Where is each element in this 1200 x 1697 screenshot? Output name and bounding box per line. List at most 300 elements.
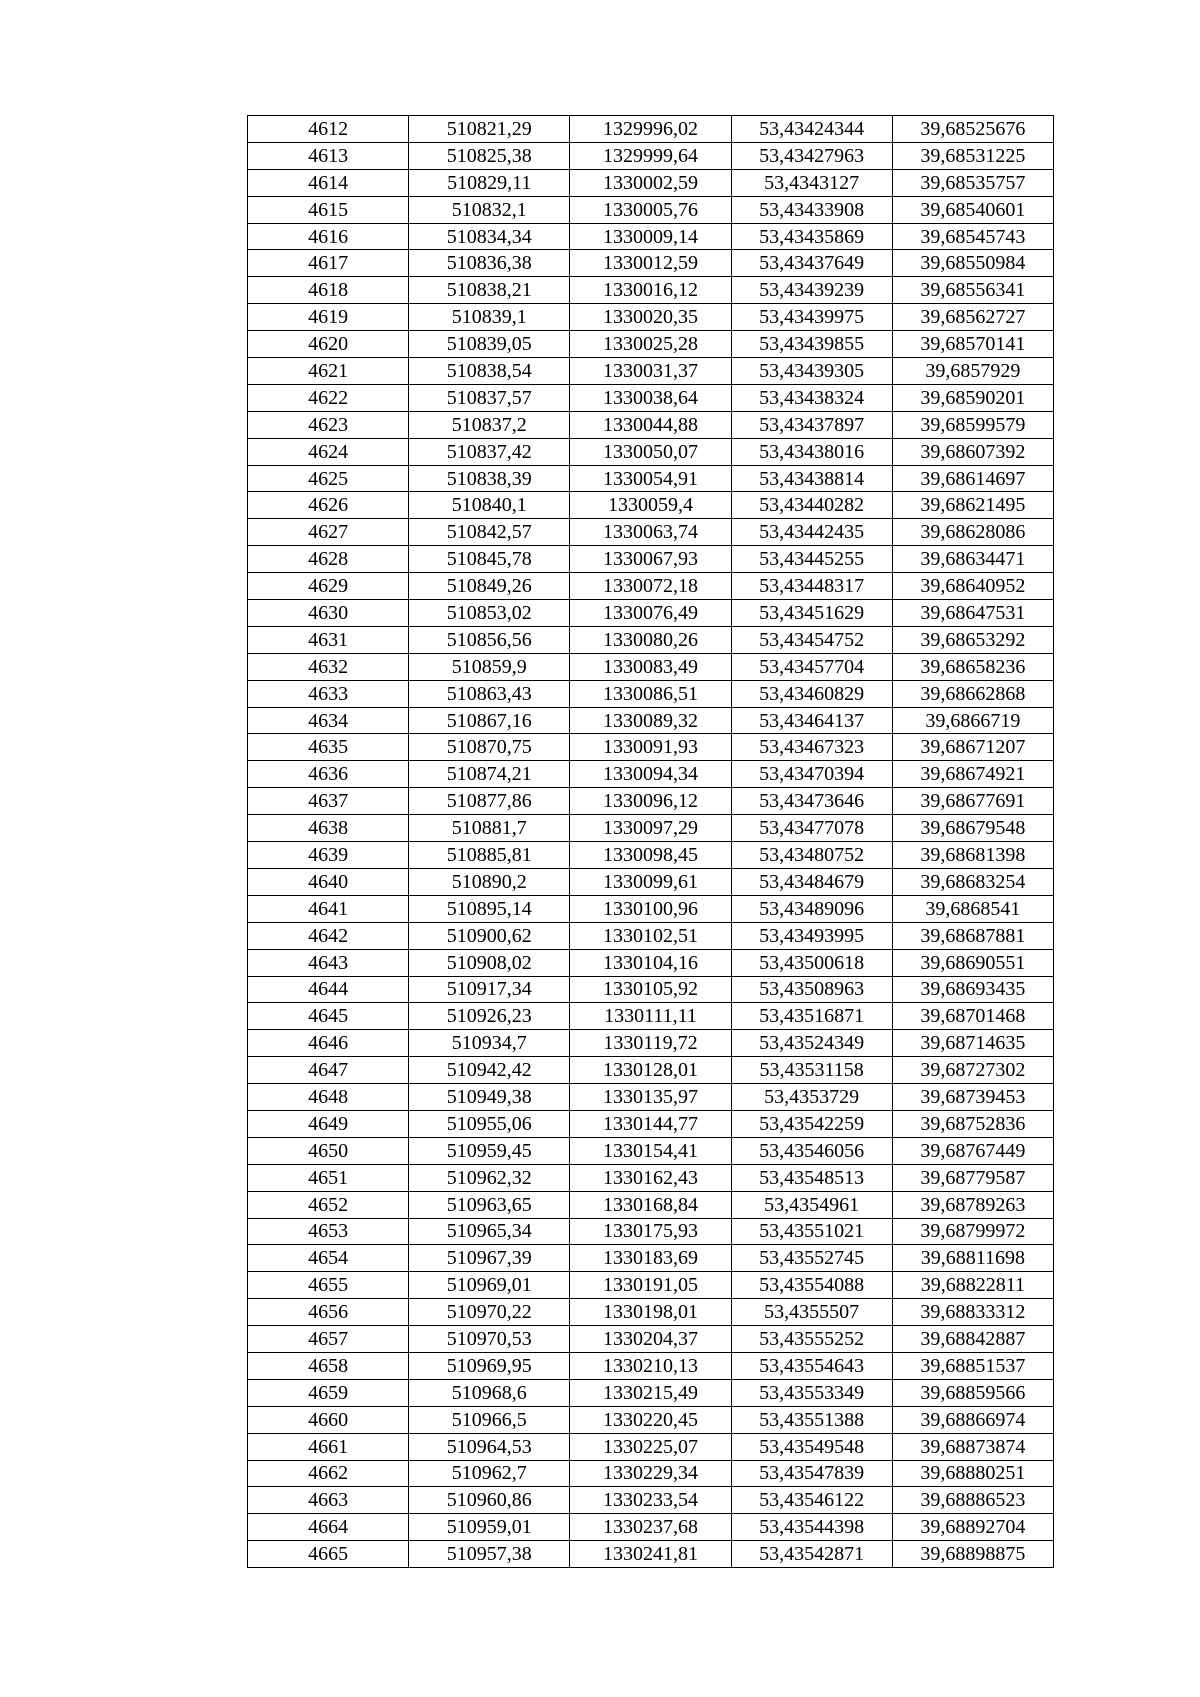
- y-coordinate-cell: 1330009,14: [570, 223, 731, 250]
- latitude-cell: 53,43484679: [731, 868, 892, 895]
- table-row: [248, 680, 1054, 707]
- point-number-cell: 4653: [248, 1218, 409, 1245]
- point-number-cell: 4620: [248, 331, 409, 358]
- x-coordinate-cell: 510867,16: [409, 707, 570, 734]
- table-row: [248, 519, 1054, 546]
- table-row: [248, 438, 1054, 465]
- coordinates-table: [247, 115, 1054, 1568]
- y-coordinate-cell: 1330111,11: [570, 1003, 731, 1030]
- y-coordinate-cell: 1330086,51: [570, 680, 731, 707]
- longitude-cell: 39,68550984: [892, 250, 1053, 277]
- y-coordinate-cell: 1330198,01: [570, 1299, 731, 1326]
- point-number-cell: 4621: [248, 358, 409, 385]
- point-number-cell: 4639: [248, 842, 409, 869]
- y-coordinate-cell: 1330005,76: [570, 196, 731, 223]
- longitude-cell: 39,68653292: [892, 626, 1053, 653]
- x-coordinate-cell: 510970,22: [409, 1299, 570, 1326]
- longitude-cell: 39,68614697: [892, 465, 1053, 492]
- longitude-cell: 39,68779587: [892, 1164, 1053, 1191]
- x-coordinate-cell: 510960,86: [409, 1487, 570, 1514]
- point-number-cell: 4617: [248, 250, 409, 277]
- longitude-cell: 39,68752836: [892, 1110, 1053, 1137]
- point-number-cell: 4659: [248, 1379, 409, 1406]
- table-row: [248, 788, 1054, 815]
- y-coordinate-cell: 1330119,72: [570, 1030, 731, 1057]
- x-coordinate-cell: 510885,81: [409, 842, 570, 869]
- x-coordinate-cell: 510966,5: [409, 1406, 570, 1433]
- x-coordinate-cell: 510908,02: [409, 949, 570, 976]
- y-coordinate-cell: 1330102,51: [570, 922, 731, 949]
- latitude-cell: 53,43516871: [731, 1003, 892, 1030]
- table-row: [248, 1245, 1054, 1272]
- latitude-cell: 53,43427963: [731, 142, 892, 169]
- table-row: [248, 358, 1054, 385]
- x-coordinate-cell: 510934,7: [409, 1030, 570, 1057]
- table-row: [248, 842, 1054, 869]
- table-row: [248, 223, 1054, 250]
- longitude-cell: 39,68674921: [892, 761, 1053, 788]
- longitude-cell: 39,6868541: [892, 895, 1053, 922]
- x-coordinate-cell: 510836,38: [409, 250, 570, 277]
- x-coordinate-cell: 510881,7: [409, 815, 570, 842]
- x-coordinate-cell: 510959,01: [409, 1514, 570, 1541]
- y-coordinate-cell: 1330099,61: [570, 868, 731, 895]
- longitude-cell: 39,68531225: [892, 142, 1053, 169]
- y-coordinate-cell: 1329996,02: [570, 116, 731, 143]
- longitude-cell: 39,68634471: [892, 546, 1053, 573]
- latitude-cell: 53,43500618: [731, 949, 892, 976]
- longitude-cell: 39,68556341: [892, 277, 1053, 304]
- table-row: [248, 492, 1054, 519]
- table-row: [248, 142, 1054, 169]
- y-coordinate-cell: 1330012,59: [570, 250, 731, 277]
- latitude-cell: 53,43493995: [731, 922, 892, 949]
- coordinates-table-body: [248, 116, 1054, 1568]
- y-coordinate-cell: 1330105,92: [570, 976, 731, 1003]
- latitude-cell: 53,43439975: [731, 304, 892, 331]
- point-number-cell: 4627: [248, 519, 409, 546]
- latitude-cell: 53,4343127: [731, 169, 892, 196]
- x-coordinate-cell: 510955,06: [409, 1110, 570, 1137]
- point-number-cell: 4642: [248, 922, 409, 949]
- longitude-cell: 39,68525676: [892, 116, 1053, 143]
- y-coordinate-cell: 1330229,34: [570, 1460, 731, 1487]
- latitude-cell: 53,43439855: [731, 331, 892, 358]
- point-number-cell: 4650: [248, 1137, 409, 1164]
- y-coordinate-cell: 1330162,43: [570, 1164, 731, 1191]
- x-coordinate-cell: 510845,78: [409, 546, 570, 573]
- y-coordinate-cell: 1330183,69: [570, 1245, 731, 1272]
- latitude-cell: 53,43489096: [731, 895, 892, 922]
- table-row: [248, 734, 1054, 761]
- y-coordinate-cell: 1330038,64: [570, 384, 731, 411]
- latitude-cell: 53,43437649: [731, 250, 892, 277]
- point-number-cell: 4622: [248, 384, 409, 411]
- table-row: [248, 1084, 1054, 1111]
- point-number-cell: 4629: [248, 573, 409, 600]
- latitude-cell: 53,43551388: [731, 1406, 892, 1433]
- longitude-cell: 39,68662868: [892, 680, 1053, 707]
- longitude-cell: 39,68859566: [892, 1379, 1053, 1406]
- x-coordinate-cell: 510969,95: [409, 1352, 570, 1379]
- longitude-cell: 39,68683254: [892, 868, 1053, 895]
- y-coordinate-cell: 1330100,96: [570, 895, 731, 922]
- table-row: [248, 976, 1054, 1003]
- latitude-cell: 53,43531158: [731, 1057, 892, 1084]
- y-coordinate-cell: 1330059,4: [570, 492, 731, 519]
- latitude-cell: 53,43442435: [731, 519, 892, 546]
- longitude-cell: 39,68789263: [892, 1191, 1053, 1218]
- y-coordinate-cell: 1330241,81: [570, 1541, 731, 1568]
- latitude-cell: 53,43438324: [731, 384, 892, 411]
- table-row: [248, 1326, 1054, 1353]
- table-row: [248, 1460, 1054, 1487]
- table-row: [248, 922, 1054, 949]
- point-number-cell: 4626: [248, 492, 409, 519]
- y-coordinate-cell: 1330080,26: [570, 626, 731, 653]
- x-coordinate-cell: 510917,34: [409, 976, 570, 1003]
- x-coordinate-cell: 510962,32: [409, 1164, 570, 1191]
- latitude-cell: 53,43440282: [731, 492, 892, 519]
- y-coordinate-cell: 1330191,05: [570, 1272, 731, 1299]
- point-number-cell: 4638: [248, 815, 409, 842]
- x-coordinate-cell: 510890,2: [409, 868, 570, 895]
- longitude-cell: 39,68690551: [892, 949, 1053, 976]
- latitude-cell: 53,43548513: [731, 1164, 892, 1191]
- point-number-cell: 4633: [248, 680, 409, 707]
- longitude-cell: 39,68842887: [892, 1326, 1053, 1353]
- point-number-cell: 4664: [248, 1514, 409, 1541]
- table-row: [248, 895, 1054, 922]
- latitude-cell: 53,43555252: [731, 1326, 892, 1353]
- latitude-cell: 53,43424344: [731, 116, 892, 143]
- point-number-cell: 4613: [248, 142, 409, 169]
- y-coordinate-cell: 1330128,01: [570, 1057, 731, 1084]
- y-coordinate-cell: 1330144,77: [570, 1110, 731, 1137]
- y-coordinate-cell: 1330094,34: [570, 761, 731, 788]
- y-coordinate-cell: 1329999,64: [570, 142, 731, 169]
- point-number-cell: 4632: [248, 653, 409, 680]
- point-number-cell: 4635: [248, 734, 409, 761]
- latitude-cell: 53,4353729: [731, 1084, 892, 1111]
- longitude-cell: 39,68873874: [892, 1433, 1053, 1460]
- table-row: [248, 1003, 1054, 1030]
- latitude-cell: 53,43454752: [731, 626, 892, 653]
- point-number-cell: 4640: [248, 868, 409, 895]
- point-number-cell: 4654: [248, 1245, 409, 1272]
- latitude-cell: 53,43480752: [731, 842, 892, 869]
- latitude-cell: 53,43554088: [731, 1272, 892, 1299]
- point-number-cell: 4652: [248, 1191, 409, 1218]
- latitude-cell: 53,43477078: [731, 815, 892, 842]
- point-number-cell: 4660: [248, 1406, 409, 1433]
- longitude-cell: 39,68545743: [892, 223, 1053, 250]
- point-number-cell: 4661: [248, 1433, 409, 1460]
- latitude-cell: 53,43524349: [731, 1030, 892, 1057]
- y-coordinate-cell: 1330076,49: [570, 600, 731, 627]
- latitude-cell: 53,43551021: [731, 1218, 892, 1245]
- longitude-cell: 39,68866974: [892, 1406, 1053, 1433]
- x-coordinate-cell: 510837,57: [409, 384, 570, 411]
- y-coordinate-cell: 1330025,28: [570, 331, 731, 358]
- y-coordinate-cell: 1330016,12: [570, 277, 731, 304]
- table-row: [248, 1352, 1054, 1379]
- x-coordinate-cell: 510964,53: [409, 1433, 570, 1460]
- latitude-cell: 53,43553349: [731, 1379, 892, 1406]
- point-number-cell: 4651: [248, 1164, 409, 1191]
- longitude-cell: 39,68677691: [892, 788, 1053, 815]
- y-coordinate-cell: 1330096,12: [570, 788, 731, 815]
- latitude-cell: 53,43460829: [731, 680, 892, 707]
- point-number-cell: 4649: [248, 1110, 409, 1137]
- x-coordinate-cell: 510895,14: [409, 895, 570, 922]
- table-row: [248, 1218, 1054, 1245]
- latitude-cell: 53,43554643: [731, 1352, 892, 1379]
- longitude-cell: 39,68647531: [892, 600, 1053, 627]
- longitude-cell: 39,68833312: [892, 1299, 1053, 1326]
- x-coordinate-cell: 510838,39: [409, 465, 570, 492]
- longitude-cell: 39,68739453: [892, 1084, 1053, 1111]
- latitude-cell: 53,43508963: [731, 976, 892, 1003]
- latitude-cell: 53,43470394: [731, 761, 892, 788]
- y-coordinate-cell: 1330072,18: [570, 573, 731, 600]
- longitude-cell: 39,6866719: [892, 707, 1053, 734]
- longitude-cell: 39,68681398: [892, 842, 1053, 869]
- y-coordinate-cell: 1330215,49: [570, 1379, 731, 1406]
- y-coordinate-cell: 1330083,49: [570, 653, 731, 680]
- latitude-cell: 53,43552745: [731, 1245, 892, 1272]
- x-coordinate-cell: 510963,65: [409, 1191, 570, 1218]
- x-coordinate-cell: 510837,2: [409, 411, 570, 438]
- table-row: [248, 196, 1054, 223]
- x-coordinate-cell: 510877,86: [409, 788, 570, 815]
- latitude-cell: 53,43542871: [731, 1541, 892, 1568]
- table-row: [248, 1030, 1054, 1057]
- point-number-cell: 4625: [248, 465, 409, 492]
- y-coordinate-cell: 1330135,97: [570, 1084, 731, 1111]
- longitude-cell: 39,6857929: [892, 358, 1053, 385]
- point-number-cell: 4612: [248, 116, 409, 143]
- x-coordinate-cell: 510870,75: [409, 734, 570, 761]
- point-number-cell: 4641: [248, 895, 409, 922]
- point-number-cell: 4644: [248, 976, 409, 1003]
- longitude-cell: 39,68628086: [892, 519, 1053, 546]
- y-coordinate-cell: 1330237,68: [570, 1514, 731, 1541]
- y-coordinate-cell: 1330098,45: [570, 842, 731, 869]
- longitude-cell: 39,68562727: [892, 304, 1053, 331]
- point-number-cell: 4643: [248, 949, 409, 976]
- table-row: [248, 169, 1054, 196]
- x-coordinate-cell: 510957,38: [409, 1541, 570, 1568]
- latitude-cell: 53,43437897: [731, 411, 892, 438]
- latitude-cell: 53,43473646: [731, 788, 892, 815]
- y-coordinate-cell: 1330002,59: [570, 169, 731, 196]
- table-row: [248, 1487, 1054, 1514]
- longitude-cell: 39,68851537: [892, 1352, 1053, 1379]
- table-row: [248, 1164, 1054, 1191]
- y-coordinate-cell: 1330044,88: [570, 411, 731, 438]
- x-coordinate-cell: 510838,54: [409, 358, 570, 385]
- y-coordinate-cell: 1330154,41: [570, 1137, 731, 1164]
- table-row: [248, 1137, 1054, 1164]
- point-number-cell: 4634: [248, 707, 409, 734]
- longitude-cell: 39,68590201: [892, 384, 1053, 411]
- point-number-cell: 4637: [248, 788, 409, 815]
- longitude-cell: 39,68822811: [892, 1272, 1053, 1299]
- longitude-cell: 39,68640952: [892, 573, 1053, 600]
- x-coordinate-cell: 510970,53: [409, 1326, 570, 1353]
- table-row: [248, 465, 1054, 492]
- x-coordinate-cell: 510856,56: [409, 626, 570, 653]
- table-row: [248, 546, 1054, 573]
- table-row: [248, 868, 1054, 895]
- y-coordinate-cell: 1330104,16: [570, 949, 731, 976]
- longitude-cell: 39,68671207: [892, 734, 1053, 761]
- point-number-cell: 4631: [248, 626, 409, 653]
- point-number-cell: 4645: [248, 1003, 409, 1030]
- y-coordinate-cell: 1330168,84: [570, 1191, 731, 1218]
- y-coordinate-cell: 1330050,07: [570, 438, 731, 465]
- x-coordinate-cell: 510874,21: [409, 761, 570, 788]
- latitude-cell: 53,43546122: [731, 1487, 892, 1514]
- x-coordinate-cell: 510849,26: [409, 573, 570, 600]
- table-row: [248, 1272, 1054, 1299]
- latitude-cell: 53,4355507: [731, 1299, 892, 1326]
- longitude-cell: 39,68886523: [892, 1487, 1053, 1514]
- longitude-cell: 39,68714635: [892, 1030, 1053, 1057]
- x-coordinate-cell: 510949,38: [409, 1084, 570, 1111]
- longitude-cell: 39,68658236: [892, 653, 1053, 680]
- point-number-cell: 4624: [248, 438, 409, 465]
- x-coordinate-cell: 510968,6: [409, 1379, 570, 1406]
- latitude-cell: 53,43439305: [731, 358, 892, 385]
- longitude-cell: 39,68679548: [892, 815, 1053, 842]
- x-coordinate-cell: 510967,39: [409, 1245, 570, 1272]
- x-coordinate-cell: 510839,1: [409, 304, 570, 331]
- y-coordinate-cell: 1330220,45: [570, 1406, 731, 1433]
- x-coordinate-cell: 510965,34: [409, 1218, 570, 1245]
- table-row: [248, 116, 1054, 143]
- latitude-cell: 53,43435869: [731, 223, 892, 250]
- x-coordinate-cell: 510825,38: [409, 142, 570, 169]
- table-row: [248, 949, 1054, 976]
- table-row: [248, 304, 1054, 331]
- x-coordinate-cell: 510859,9: [409, 653, 570, 680]
- table-row: [248, 1110, 1054, 1137]
- table-row: [248, 411, 1054, 438]
- longitude-cell: 39,68701468: [892, 1003, 1053, 1030]
- point-number-cell: 4648: [248, 1084, 409, 1111]
- table-row: [248, 277, 1054, 304]
- x-coordinate-cell: 510959,45: [409, 1137, 570, 1164]
- x-coordinate-cell: 510962,7: [409, 1460, 570, 1487]
- table-row: [248, 1191, 1054, 1218]
- latitude-cell: 53,43445255: [731, 546, 892, 573]
- y-coordinate-cell: 1330031,37: [570, 358, 731, 385]
- x-coordinate-cell: 510838,21: [409, 277, 570, 304]
- latitude-cell: 53,43448317: [731, 573, 892, 600]
- y-coordinate-cell: 1330097,29: [570, 815, 731, 842]
- longitude-cell: 39,68727302: [892, 1057, 1053, 1084]
- table-row: [248, 1299, 1054, 1326]
- x-coordinate-cell: 510853,02: [409, 600, 570, 627]
- point-number-cell: 4618: [248, 277, 409, 304]
- point-number-cell: 4636: [248, 761, 409, 788]
- point-number-cell: 4657: [248, 1326, 409, 1353]
- x-coordinate-cell: 510839,05: [409, 331, 570, 358]
- x-coordinate-cell: 510942,42: [409, 1057, 570, 1084]
- latitude-cell: 53,43439239: [731, 277, 892, 304]
- longitude-cell: 39,68621495: [892, 492, 1053, 519]
- point-number-cell: 4619: [248, 304, 409, 331]
- y-coordinate-cell: 1330091,93: [570, 734, 731, 761]
- point-number-cell: 4646: [248, 1030, 409, 1057]
- table-row: [248, 1514, 1054, 1541]
- point-number-cell: 4655: [248, 1272, 409, 1299]
- table-row: [248, 1406, 1054, 1433]
- point-number-cell: 4615: [248, 196, 409, 223]
- x-coordinate-cell: 510829,11: [409, 169, 570, 196]
- point-number-cell: 4623: [248, 411, 409, 438]
- longitude-cell: 39,68693435: [892, 976, 1053, 1003]
- table-row: [248, 331, 1054, 358]
- table-row: [248, 600, 1054, 627]
- x-coordinate-cell: 510834,34: [409, 223, 570, 250]
- point-number-cell: 4616: [248, 223, 409, 250]
- y-coordinate-cell: 1330204,37: [570, 1326, 731, 1353]
- longitude-cell: 39,68535757: [892, 169, 1053, 196]
- latitude-cell: 53,43549548: [731, 1433, 892, 1460]
- latitude-cell: 53,43457704: [731, 653, 892, 680]
- y-coordinate-cell: 1330067,93: [570, 546, 731, 573]
- x-coordinate-cell: 510900,62: [409, 922, 570, 949]
- x-coordinate-cell: 510832,1: [409, 196, 570, 223]
- table-row: [248, 384, 1054, 411]
- longitude-cell: 39,68880251: [892, 1460, 1053, 1487]
- y-coordinate-cell: 1330175,93: [570, 1218, 731, 1245]
- latitude-cell: 53,43467323: [731, 734, 892, 761]
- latitude-cell: 53,43433908: [731, 196, 892, 223]
- y-coordinate-cell: 1330020,35: [570, 304, 731, 331]
- table-row: [248, 1433, 1054, 1460]
- latitude-cell: 53,43546056: [731, 1137, 892, 1164]
- point-number-cell: 4614: [248, 169, 409, 196]
- latitude-cell: 53,43464137: [731, 707, 892, 734]
- y-coordinate-cell: 1330089,32: [570, 707, 731, 734]
- longitude-cell: 39,68767449: [892, 1137, 1053, 1164]
- x-coordinate-cell: 510863,43: [409, 680, 570, 707]
- table-row: [248, 250, 1054, 277]
- x-coordinate-cell: 510837,42: [409, 438, 570, 465]
- point-number-cell: 4663: [248, 1487, 409, 1514]
- point-number-cell: 4658: [248, 1352, 409, 1379]
- table-row: [248, 1541, 1054, 1568]
- table-row: [248, 626, 1054, 653]
- point-number-cell: 4656: [248, 1299, 409, 1326]
- table-row: [248, 573, 1054, 600]
- point-number-cell: 4628: [248, 546, 409, 573]
- longitude-cell: 39,68799972: [892, 1218, 1053, 1245]
- table-row: [248, 1379, 1054, 1406]
- point-number-cell: 4647: [248, 1057, 409, 1084]
- table-row: [248, 653, 1054, 680]
- x-coordinate-cell: 510926,23: [409, 1003, 570, 1030]
- point-number-cell: 4630: [248, 600, 409, 627]
- longitude-cell: 39,68892704: [892, 1514, 1053, 1541]
- table-row: [248, 1057, 1054, 1084]
- point-number-cell: 4662: [248, 1460, 409, 1487]
- latitude-cell: 53,43542259: [731, 1110, 892, 1137]
